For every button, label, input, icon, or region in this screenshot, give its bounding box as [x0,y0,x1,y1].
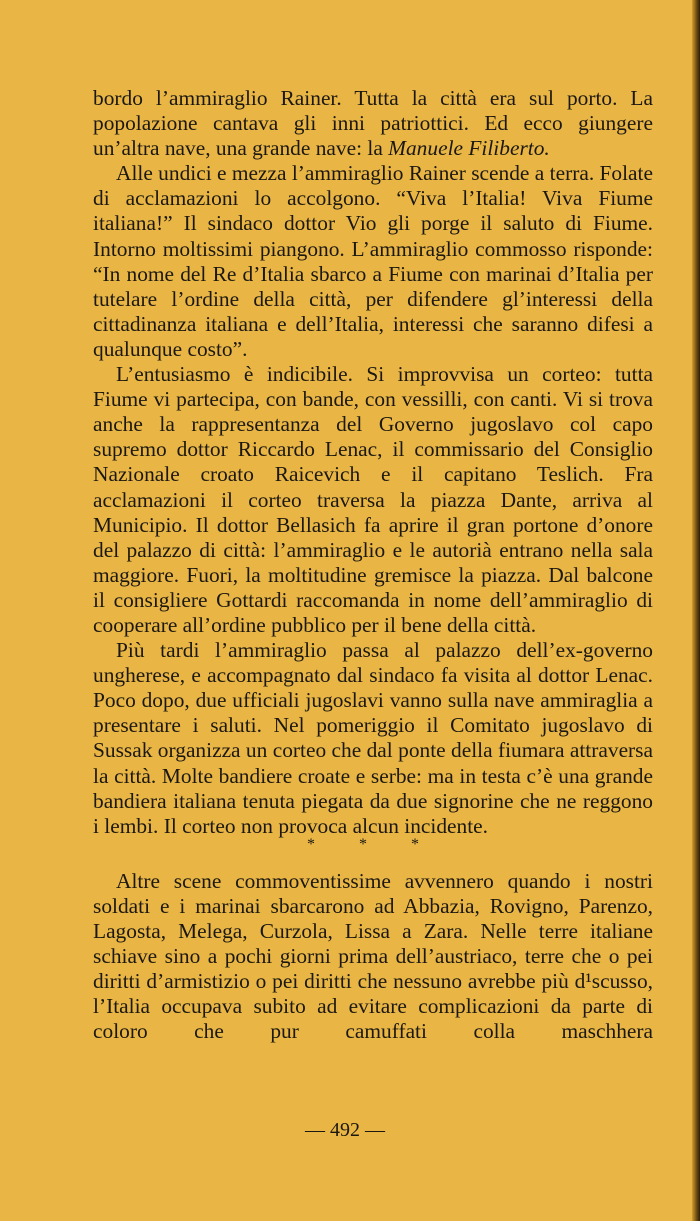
body-text [93,86,653,1044]
paragraph-1 [93,86,653,161]
paragraph-3: L’entusiasmo è indicibile. Si improvvisa un corteo: tutta Fiume vi partecipa, con bande, con vessilli, con canti. Vi si trova anche la rappresentanza del Governo jugoslavo col capo supremo dottor Riccardo Lenac, il commissario del Consiglio Nazionale croato Raicevich e il capitano Teslich. Fra acclamazioni il corteo traversa la piazza Dante, arriva al Municipio. Il dottor Bellasich fa aprire il gran portone d’onore del palazzo di città: l’ammiraglio e le autorià entrano nella sala maggiore. Fuori, la moltitudine gremisce la piazza. Dal balcone il consigliere Gottardi raccomanda in nome dell’ammiraglio di cooperare all’ordine pubblico per il bene della città. [93,362,653,637]
page-number: — 492 — [305,1119,385,1141]
section-separator: * * * [307,835,439,853]
paragraph-1-text: bordo l’ammiraglio Rainer. Tutta la città era sul porto. La popolazione cantava gli inni patriottici. Ed ecco giungere un’altra nave, una grande nave: la [93,86,653,161]
paragraph-4: Più tardi l’ammiraglio passa al palazzo dell’ex-governo ungherese, e accompagnato dal sindaco fa visita al dottor Lenac. Poco dopo, due ufficiali jugoslavi vanno sulla nave ammiraglia a presentare i saluti. Nel pomeriggio il Comitato jugoslavo di Sussak organizza un corteo che dal ponte della fiumara attraversa la città. Molte bandiere croate e serbe: ma in testa c’è una grande bandiera italiana tenuta piegata da due signorine che ne reggono i lembi. Il corteo non provoca alcun incidente. [93,638,653,838]
page-edge [692,0,700,1221]
ship-name: Manuele Filiberto. [388,136,550,161]
paragraph-5: Altre scene commoventissime avvennero quando i nostri soldati e i marinai sbarcarono ad Abbazia, Rovigno, Parenzo, Lagosta, Melega, Curzola, Lissa a Zara. Nelle terre italiane schiave sino a pochi giorni prima dell’austriaco, terre che o pei diritti d’armistizio o pei diritti che nessuno avrebbe più d¹scusso, l’Italia occupava subito ad evitare complicazioni da parte di coloro che pur camuffati colla maschhera [93,868,653,1044]
paragraph-2: Alle undici e mezza l’ammiraglio Rainer scende a terra. Folate di acclamazioni lo accolgono. “Viva l’Italia! Viva Fiume italiana!” Il sindaco dottor Vio gli porge il saluto di Fiume. Intorno moltissimi piangono. L’ammiraglio commosso risponde: “In nome del Re d’Italia sbarco a Fiume con marinai d’Italia per tutelare l’ordine della città, per difendere gl’interessi della cittadinanza italiana e dell’Italia, interessi che saranno difesi a qualunque costo”. [93,161,653,361]
